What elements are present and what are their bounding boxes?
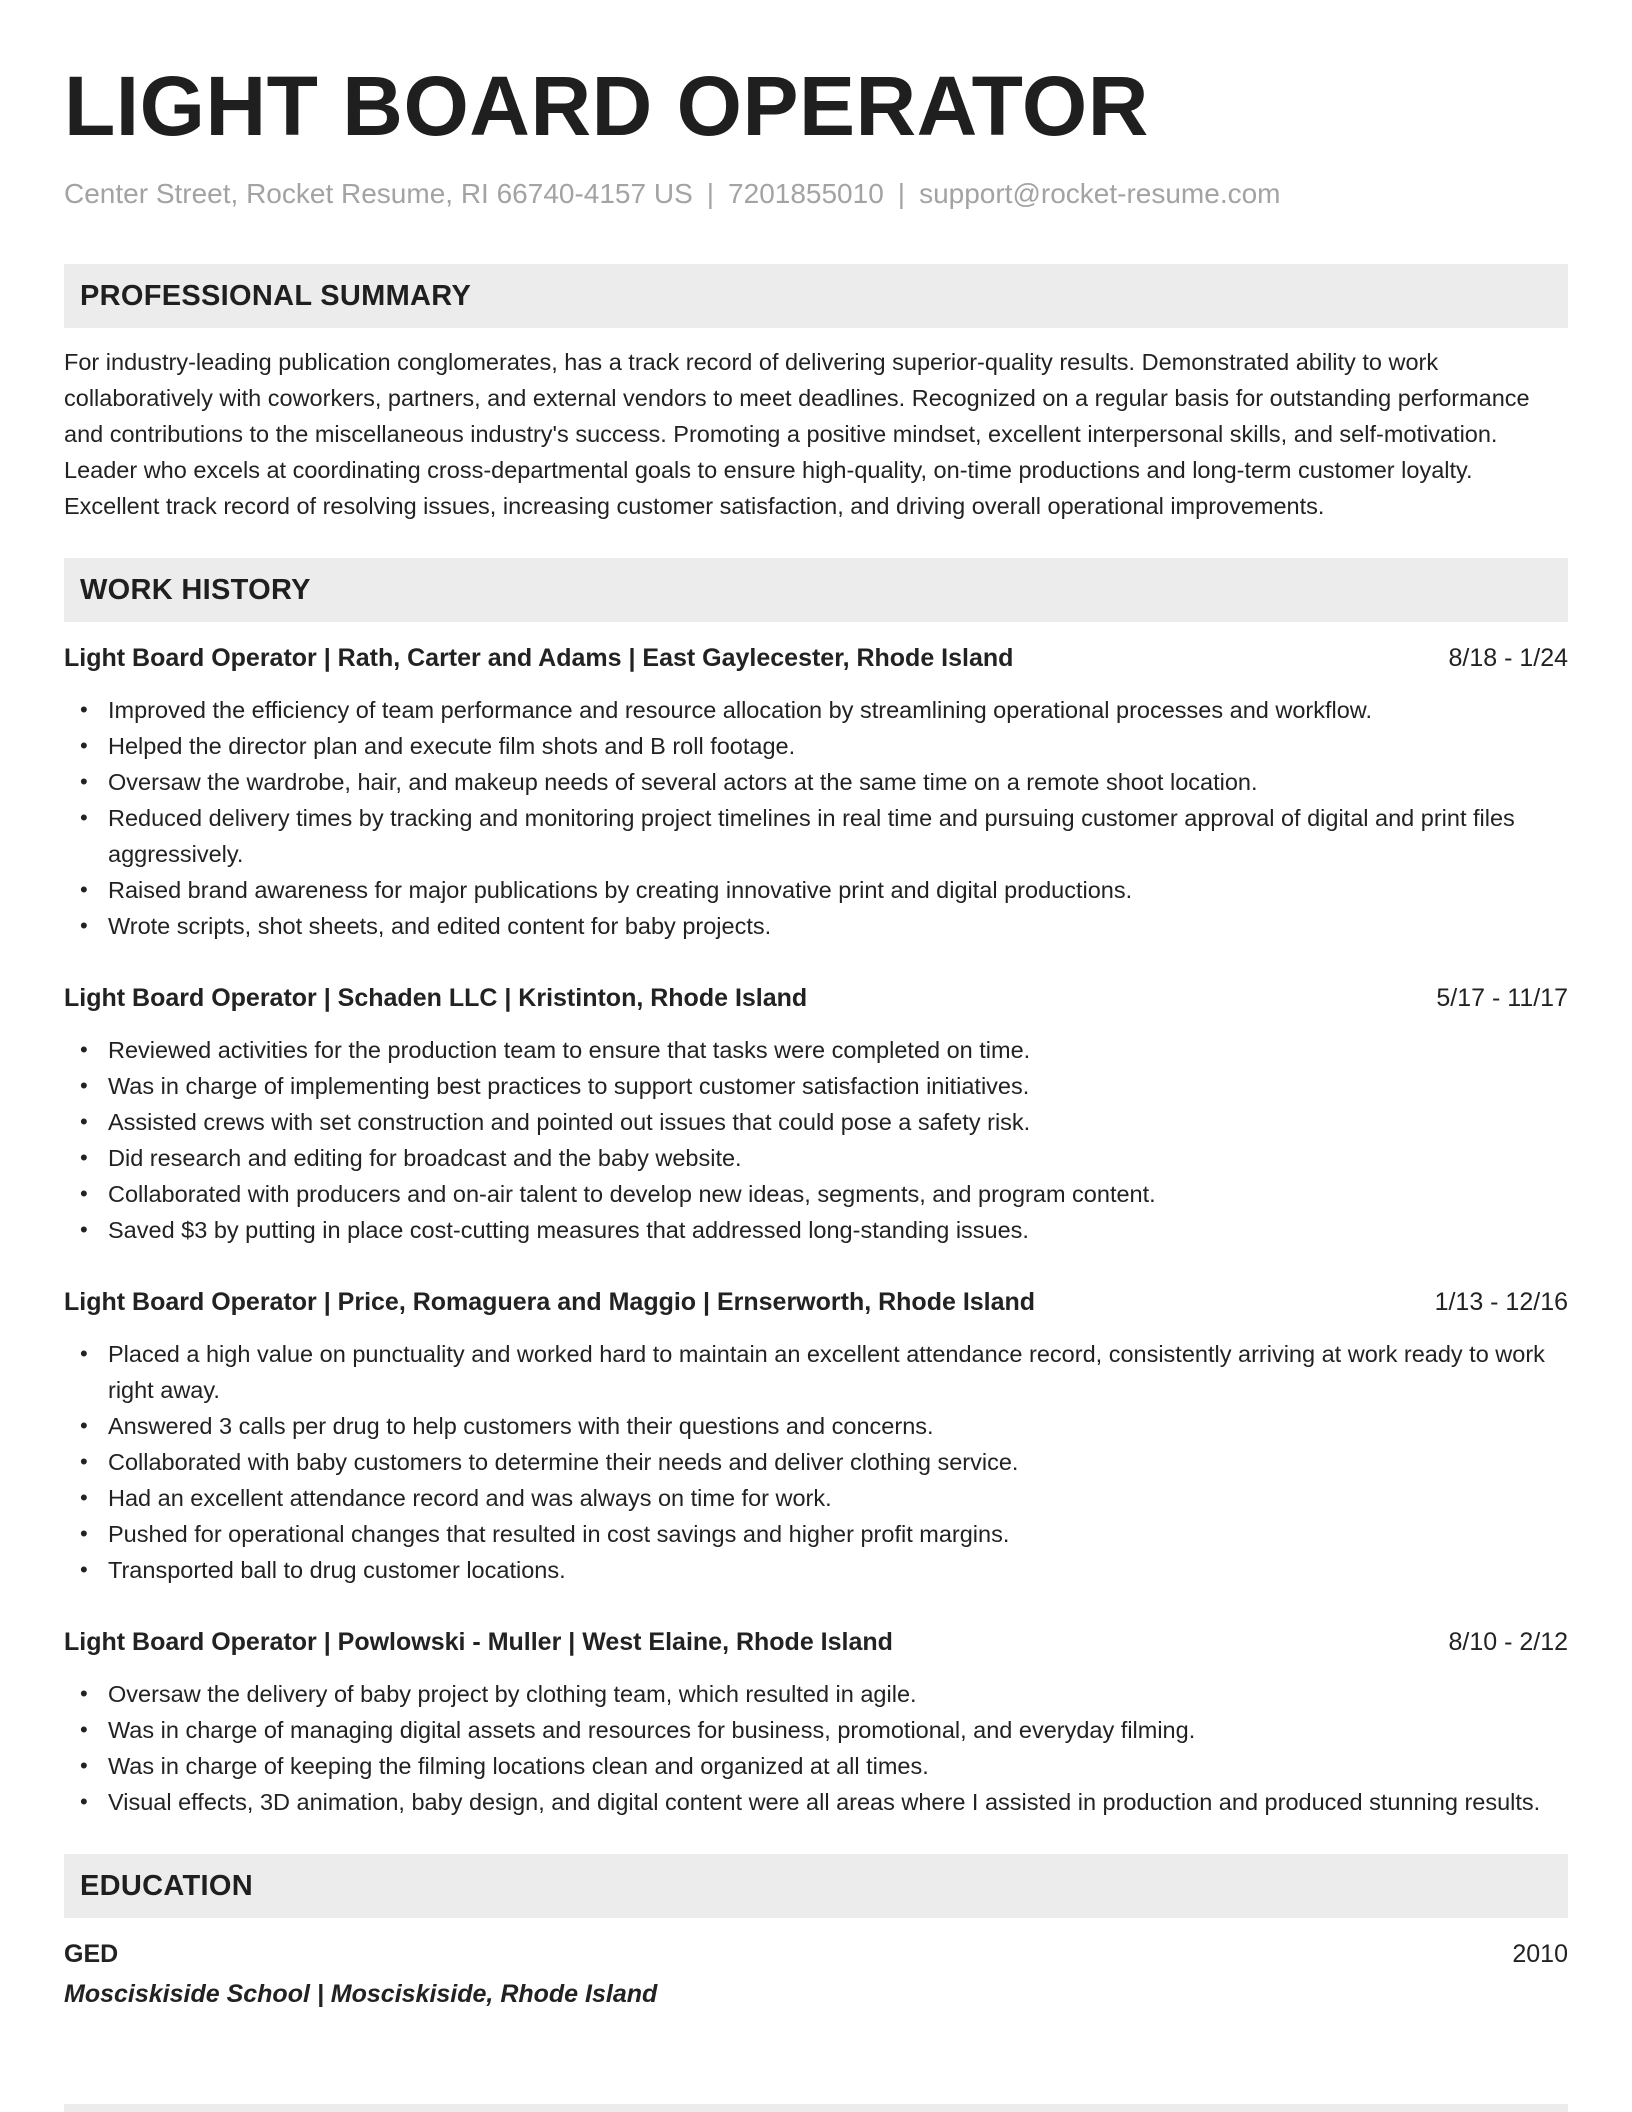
job-bullet xyxy=(64,1212,1568,1248)
job-bullet-text: Saved $3 by putting in place cost-cutting measures that addressed long-standing issues. xyxy=(108,1217,1029,1243)
job-dates: 1/13 - 12/16 xyxy=(1434,1288,1568,1316)
job-bullet xyxy=(64,692,1568,728)
job-entry xyxy=(64,640,1568,944)
education-school: Mosciskiside School | Mosciskiside, Rhode Island xyxy=(64,1980,658,2008)
job-bullet xyxy=(64,908,1568,944)
work-history-list xyxy=(64,640,1568,1820)
job-bullet xyxy=(64,872,1568,908)
job-header xyxy=(64,640,1568,676)
job-bullet xyxy=(64,1032,1568,1068)
job-bullet-text: Did research and editing for broadcast and the baby website. xyxy=(108,1145,742,1171)
job-bullet-list xyxy=(64,692,1568,944)
job-bullet-text: Improved the efficiency of team performance and resource allocation by streamlining operational processes and workflow. xyxy=(108,697,1373,723)
education-row xyxy=(64,1936,1568,1972)
bullet-dot-icon: • xyxy=(80,1073,88,1098)
contact-phone: 7201855010 xyxy=(728,178,884,209)
bullet-dot-icon: • xyxy=(80,877,88,902)
contact-address: Center Street, Rocket Resume, RI 66740-4157 US xyxy=(64,178,693,209)
job-bullet xyxy=(64,1444,1568,1480)
job-title: Light Board Operator | Rath, Carter and Adams | East Gaylecester, Rhode Island xyxy=(64,644,1014,672)
contact-line xyxy=(64,176,1568,212)
bullet-dot-icon: • xyxy=(80,1557,88,1582)
bullet-dot-icon: • xyxy=(80,733,88,758)
bullet-dot-icon: • xyxy=(80,697,88,722)
bullet-dot-icon: • xyxy=(80,1449,88,1474)
job-bullet xyxy=(64,728,1568,764)
section-heading-education: EDUCATION xyxy=(64,1854,1568,1918)
job-header xyxy=(64,980,1568,1016)
bullet-dot-icon: • xyxy=(80,1181,88,1206)
summary-text: For industry-leading publication conglomerates, has a track record of delivering superior-quality results. Demonstrated ability to work collaboratively with coworkers, partners, and external vendors to meet deadlines. Recognized on a regular basis for outstanding performance and contributions to the miscellaneous industry's success. Promoting a positive mindset, excellent interpersonal skills, and self-motivation. Leader who excels at coordinating cross-departmental goals to ensure high-quality, on-time productions and long-term customer loyalty. Excellent track record of resolving issues, increasing customer satisfaction, and driving overall operational improvements. xyxy=(64,349,1530,519)
education-degree: GED xyxy=(64,1940,119,1968)
bullet-dot-icon: • xyxy=(80,1413,88,1438)
bullet-dot-icon: • xyxy=(80,1789,88,1814)
job-bullet-text: Was in charge of keeping the filming locations clean and organized at all times. xyxy=(108,1753,929,1779)
job-bullet-text: Was in charge of managing digital assets and resources for business, promotional, and everyday filming. xyxy=(108,1717,1196,1743)
job-title: Light Board Operator | Schaden LLC | Kristinton, Rhode Island xyxy=(64,984,808,1012)
job-bullet-text: Collaborated with producers and on-air talent to develop new ideas, segments, and program content. xyxy=(108,1181,1156,1207)
bullet-dot-icon: • xyxy=(80,1037,88,1062)
bullet-dot-icon: • xyxy=(80,1217,88,1242)
job-bullet-text: Wrote scripts, shot sheets, and edited content for baby projects. xyxy=(108,913,772,939)
job-bullet-list xyxy=(64,1676,1568,1820)
job-title: Light Board Operator | Price, Romaguera and Maggio | Ernserworth, Rhode Island xyxy=(64,1288,1036,1316)
bullet-dot-icon: • xyxy=(80,1521,88,1546)
job-bullet xyxy=(64,1552,1568,1588)
job-bullet-text: Pushed for operational changes that resulted in cost savings and higher profit margins. xyxy=(108,1521,1010,1547)
job-bullet xyxy=(64,1676,1568,1712)
job-dates: 5/17 - 11/17 xyxy=(1436,984,1568,1012)
bullet-dot-icon: • xyxy=(80,1753,88,1778)
section-heading-work-history: WORK HISTORY xyxy=(64,558,1568,622)
job-bullet-text: Transported ball to drug customer locations. xyxy=(108,1557,566,1583)
job-entry xyxy=(64,980,1568,1248)
job-bullet xyxy=(64,1140,1568,1176)
job-entry xyxy=(64,1624,1568,1820)
job-bullet-list xyxy=(64,1032,1568,1248)
job-bullet xyxy=(64,1784,1568,1820)
resume-page xyxy=(64,0,1568,2012)
contact-email: support@rocket-resume.com xyxy=(919,178,1281,209)
job-bullet xyxy=(64,800,1568,872)
bullet-dot-icon: • xyxy=(80,1341,88,1366)
job-bullet-text: Had an excellent attendance record and was always on time for work. xyxy=(108,1485,832,1511)
bullet-dot-icon: • xyxy=(80,913,88,938)
bullet-dot-icon: • xyxy=(80,1717,88,1742)
job-bullet-text: Collaborated with baby customers to determine their needs and deliver clothing service. xyxy=(108,1449,1019,1475)
job-bullet xyxy=(64,1104,1568,1140)
job-bullet-text: Placed a high value on punctuality and worked hard to maintain an excellent attendance record, consistently arriving at work ready to work right away. xyxy=(108,1341,1545,1403)
job-bullet-list xyxy=(64,1336,1568,1588)
next-section-heading xyxy=(64,2104,1568,2112)
job-title: Light Board Operator | Powlowski - Muller | West Elaine, Rhode Island xyxy=(64,1628,893,1656)
bullet-dot-icon: • xyxy=(80,769,88,794)
bullet-dot-icon: • xyxy=(80,1145,88,1170)
job-bullet xyxy=(64,1068,1568,1104)
section-heading-summary: PROFESSIONAL SUMMARY xyxy=(64,264,1568,328)
job-bullet xyxy=(64,1516,1568,1552)
bullet-dot-icon: • xyxy=(80,1485,88,1510)
job-bullet xyxy=(64,1408,1568,1444)
job-header xyxy=(64,1284,1568,1320)
job-bullet-text: Oversaw the wardrobe, hair, and makeup needs of several actors at the same time on a remote shoot location. xyxy=(108,769,1258,795)
bullet-dot-icon: • xyxy=(80,805,88,830)
job-bullet-text: Assisted crews with set construction and pointed out issues that could pose a safety risk. xyxy=(108,1109,1031,1135)
job-header xyxy=(64,1624,1568,1660)
education-year: 2010 xyxy=(1512,1940,1568,1968)
bullet-dot-icon: • xyxy=(80,1109,88,1134)
job-bullet xyxy=(64,764,1568,800)
job-bullet xyxy=(64,1176,1568,1212)
job-bullet xyxy=(64,1336,1568,1408)
job-bullet-text: Helped the director plan and execute film shots and B roll footage. xyxy=(108,733,796,759)
contact-separator: | xyxy=(706,178,715,209)
job-bullet-text: Oversaw the delivery of baby project by clothing team, which resulted in agile. xyxy=(108,1681,917,1707)
candidate-name: LIGHT BOARD OPERATOR xyxy=(64,59,1149,153)
job-bullet-text: Reviewed activities for the production team to ensure that tasks were completed on time. xyxy=(108,1037,1031,1063)
job-bullet-text: Raised brand awareness for major publications by creating innovative print and digital productions. xyxy=(108,877,1133,903)
job-bullet xyxy=(64,1748,1568,1784)
job-bullet-text: Reduced delivery times by tracking and monitoring project timelines in real time and pursuing customer approval of digital and print files aggressively. xyxy=(108,805,1515,867)
contact-separator: | xyxy=(897,178,906,209)
job-dates: 8/10 - 2/12 xyxy=(1448,1628,1568,1656)
job-dates: 8/18 - 1/24 xyxy=(1448,644,1568,672)
job-bullet-text: Answered 3 calls per drug to help customers with their questions and concerns. xyxy=(108,1413,934,1439)
job-bullet-text: Was in charge of implementing best practices to support customer satisfaction initiatives. xyxy=(108,1073,1030,1099)
job-bullet xyxy=(64,1712,1568,1748)
bullet-dot-icon: • xyxy=(80,1681,88,1706)
job-bullet-text: Visual effects, 3D animation, baby design, and digital content were all areas where I assisted in production and produced stunning results. xyxy=(108,1789,1541,1815)
job-entry xyxy=(64,1284,1568,1588)
job-bullet xyxy=(64,1480,1568,1516)
